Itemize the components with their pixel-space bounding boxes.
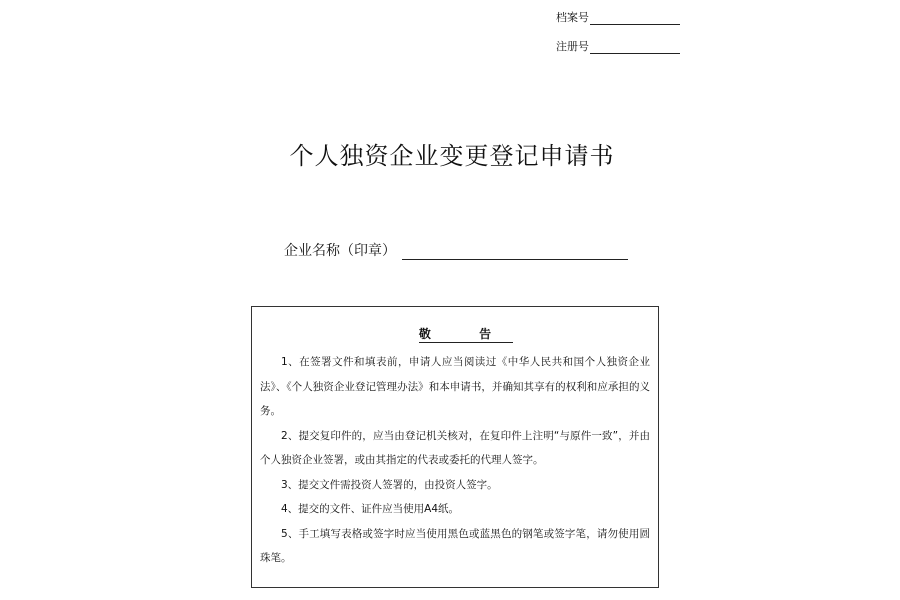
register-number-blank[interactable]	[590, 41, 680, 54]
notice-item: 3、提交文件需投资人签署的，由投资人签字。	[281, 478, 498, 491]
archive-number-label: 档案号	[556, 11, 589, 24]
register-number-label: 注册号	[556, 40, 589, 53]
company-name-field[interactable]	[284, 240, 628, 260]
notice-item: 1、在签署文件和填表前，申请人应当阅读过《中华人民共和国个人独资企业法》、《个人独资企业登记管理办法》和本申请书，并确知其享有的权利和应承担的义务。	[260, 356, 650, 417]
notice-box	[251, 306, 659, 588]
archive-number-field[interactable]	[556, 11, 680, 25]
company-name-blank[interactable]	[402, 243, 628, 260]
notice-heading-text: 敬 告	[418, 327, 514, 341]
register-number-field[interactable]	[556, 40, 680, 54]
notice-item: 2、提交复印件的，应当由登记机关核对，在复印件上注明“与原件一致”，并由个人独资企业签署，或由其指定的代表或委托的代理人签字。	[260, 429, 650, 466]
document-title: 个人独资企业变更登记申请书	[289, 142, 615, 170]
archive-number-blank[interactable]	[590, 12, 680, 25]
notice-heading	[260, 325, 650, 342]
notice-item: 4、提交的文件、证件应当使用A4纸。	[281, 503, 460, 515]
notice-item: 5、手工填写表格或签字时应当使用黑色或蓝黑色的钢笔或签字笔，请勿使用圆珠笔。	[260, 527, 650, 564]
company-name-label: 企业名称（印章）	[284, 243, 396, 259]
